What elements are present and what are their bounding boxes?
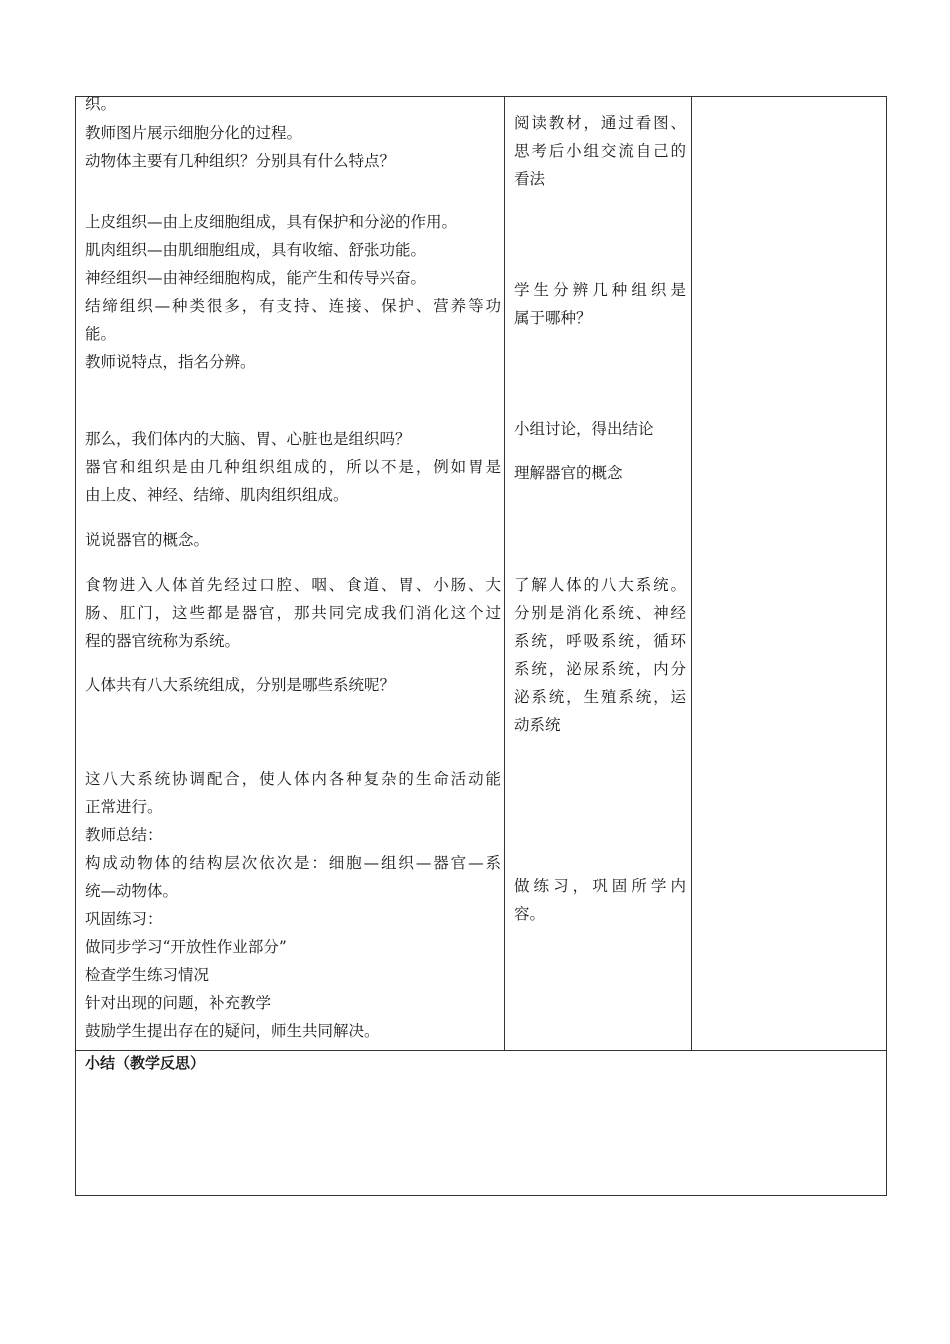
text-line: 鼓励学生提出存在的疑问，师生共同解决。 [85,1022,380,1040]
text-line: 统—动物体。 [85,882,179,900]
text-line: 正常进行。 [85,798,163,816]
text-line: 程的器官统称为系统。 [85,632,241,650]
text-line: 动物体主要有几种组织？分别具有什么特点？ [85,152,396,170]
text-line: 食物进入人体首先经过口腔、咽、食道、胃、小肠、大 [85,576,501,594]
lesson-table [75,96,887,1196]
text-line: 能。 [85,325,117,343]
text-line: 泌系统，生殖系统，运 [514,688,686,706]
text-line: 检查学生练习情况 [85,966,210,984]
text-line: 由上皮、神经、结缔、肌肉组织组成。 [85,486,349,504]
text-line: 构成动物体的结构层次依次是：细胞—组织—器官—系 [85,854,501,872]
text-line: 小组讨论，得出结论 [514,420,654,438]
column-divider-2 [691,97,692,1050]
column-divider-1 [504,97,505,1050]
text-line: 系统，呼吸系统，循环 [514,632,686,650]
summary-row-divider [76,1050,886,1051]
text-line: 属于哪种？ [514,309,592,327]
text-line: 肠、肛门，这些都是器官，那共同完成我们消化这个过 [85,604,501,622]
text-line: 说说器官的概念。 [85,531,210,549]
text-line: 这八大系统协调配合，使人体内各种复杂的生命活动能 [85,770,501,788]
text-line: 阅读教材，通过看图、 [514,114,686,132]
text-line: 巩固练习： [85,910,163,928]
text-line: 教师总结： [85,826,163,844]
text-line: 理解器官的概念 [514,464,623,482]
text-line: 器官和组织是由几种组织组成的，所以不是，例如胃是 [85,458,501,476]
text-line: 教师说特点，指名分辨。 [85,353,256,371]
text-line: 看法 [514,170,546,188]
text-line: 思考后小组交流自己的 [514,142,686,160]
text-line: 针对出现的问题，补充教学 [85,994,272,1012]
text-line: 教师图片展示细胞分化的过程。 [85,124,303,142]
text-line: 肌肉组织—由肌细胞组成，具有收缩、舒张功能。 [85,241,427,259]
text-line: 结缔组织—种类很多，有支持、连接、保护、营养等功 [85,297,501,315]
text-line: 系统，泌尿系统，内分 [514,660,686,678]
text-line: 织。 [85,95,117,113]
text-line: 容。 [514,905,546,923]
text-line: 分别是消化系统、神经 [514,604,686,622]
text-line: 神经组织—由神经细胞构成，能产生和传导兴奋。 [85,269,427,287]
summary-heading: 小结（教学反思） [85,1054,206,1072]
text-line: 动系统 [514,716,561,734]
text-line: 学生分辨几种组织是 [514,281,686,299]
text-line: 上皮组织—由上皮细胞组成，具有保护和分泌的作用。 [85,213,458,231]
text-line: 那么，我们体内的大脑、胃、心脏也是组织吗？ [85,430,411,448]
text-line: 人体共有八大系统组成，分别是哪些系统呢？ [85,676,396,694]
text-line: 了解人体的八大系统。 [514,576,686,594]
text-line: 做练习，巩固所学内 [514,877,686,895]
text-line: 做同步学习“开放性作业部分” [85,938,287,956]
